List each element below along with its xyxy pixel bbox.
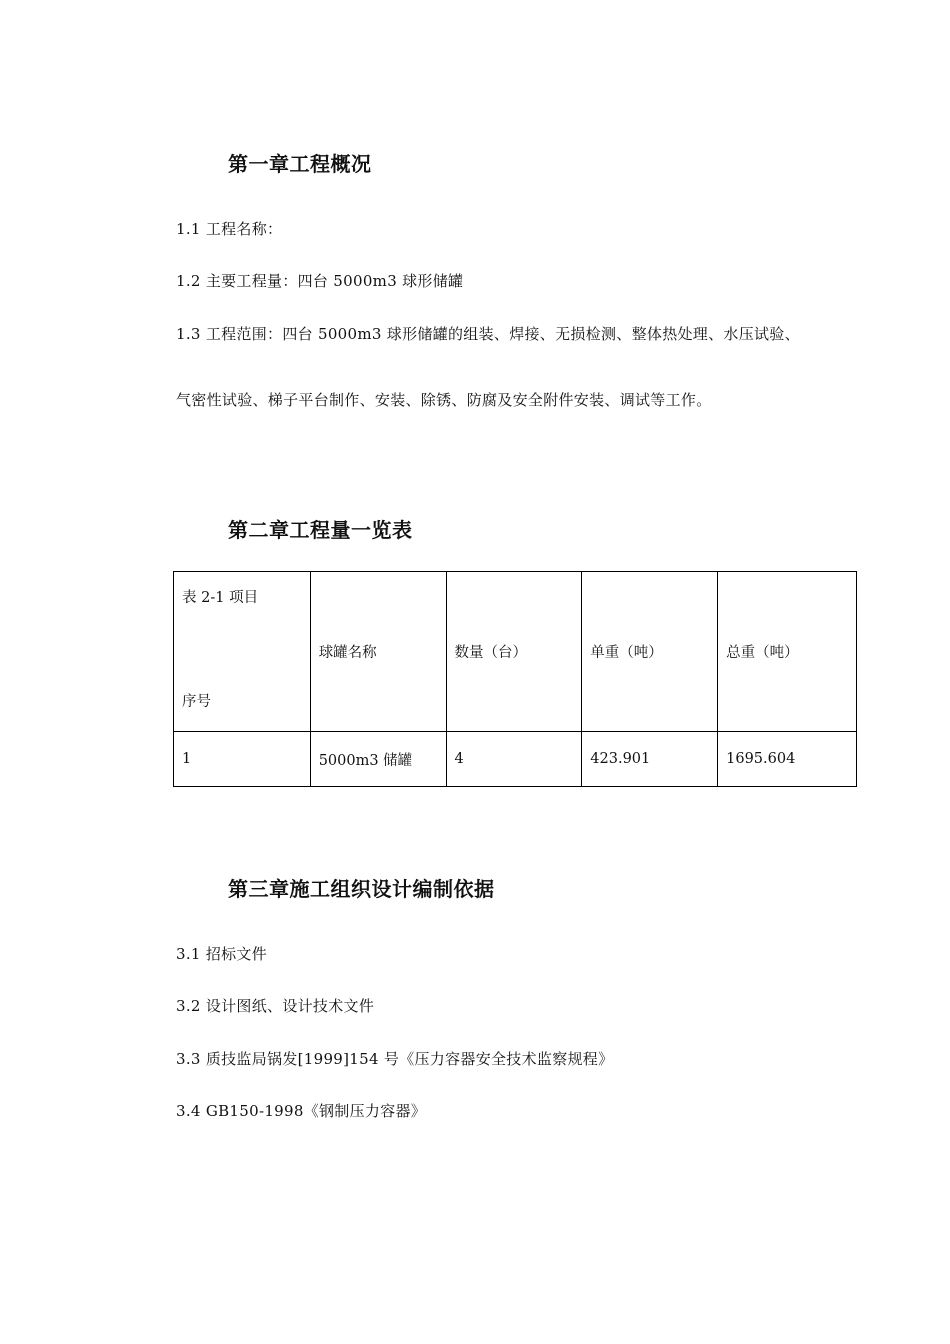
table-header-total-weight: 总重（吨）: [718, 572, 857, 732]
table-header-quantity: 数量（台）: [446, 572, 582, 732]
chapter-3-title: 第三章施工组织设计编制依据: [228, 877, 495, 901]
table-corner-index-label: 序号: [182, 694, 211, 710]
chapter-3-item-3: 3.3 质技监局锅发[1999]154 号《压力容器安全技术监察规程》: [176, 1050, 614, 1068]
table-row: [174, 732, 857, 787]
chapter-3-item-2: 3.2 设计图纸、设计技术文件: [176, 997, 375, 1015]
table-cell-index: 1: [174, 732, 311, 787]
table-header-unit-weight: 单重（吨）: [582, 572, 718, 732]
chapter-3-item-4: 3.4 GB150-1998《钢制压力容器》: [176, 1102, 427, 1120]
table-cell-tank-name: 5000m3 储罐: [310, 732, 446, 787]
chapter-1-title: 第一章工程概况: [228, 152, 372, 176]
chapter-2-title: 第二章工程量一览表: [228, 518, 413, 542]
table-header-row: [174, 572, 857, 732]
chapter-1-item-1: 1.1 工程名称：: [176, 220, 283, 238]
chapter-1-item-3-continued: 气密性试验、梯子平台制作、安装、除锈、防腐及安全附件安装、调试等工作。: [176, 391, 712, 409]
table-corner-item-label: 表 2-1 项目: [182, 590, 259, 606]
table-cell-unit-weight: 423.901: [582, 732, 718, 787]
table-cell-quantity: 4: [446, 732, 582, 787]
chapter-1-item-2: 1.2 主要工程量：四台 5000m3 球形储罐: [176, 272, 464, 290]
chapter-3-item-1: 3.1 招标文件: [176, 945, 268, 963]
table-cell-total-weight: 1695.604: [718, 732, 857, 787]
quantity-table: [173, 571, 857, 787]
table-header-tank-name: 球罐名称: [310, 572, 446, 732]
chapter-1-item-3: 1.3 工程范围：四台 5000m3 球形储罐的组装、焊接、无损检测、整体热处理、水压试验、: [176, 325, 800, 343]
table-corner-cell: [174, 572, 311, 732]
